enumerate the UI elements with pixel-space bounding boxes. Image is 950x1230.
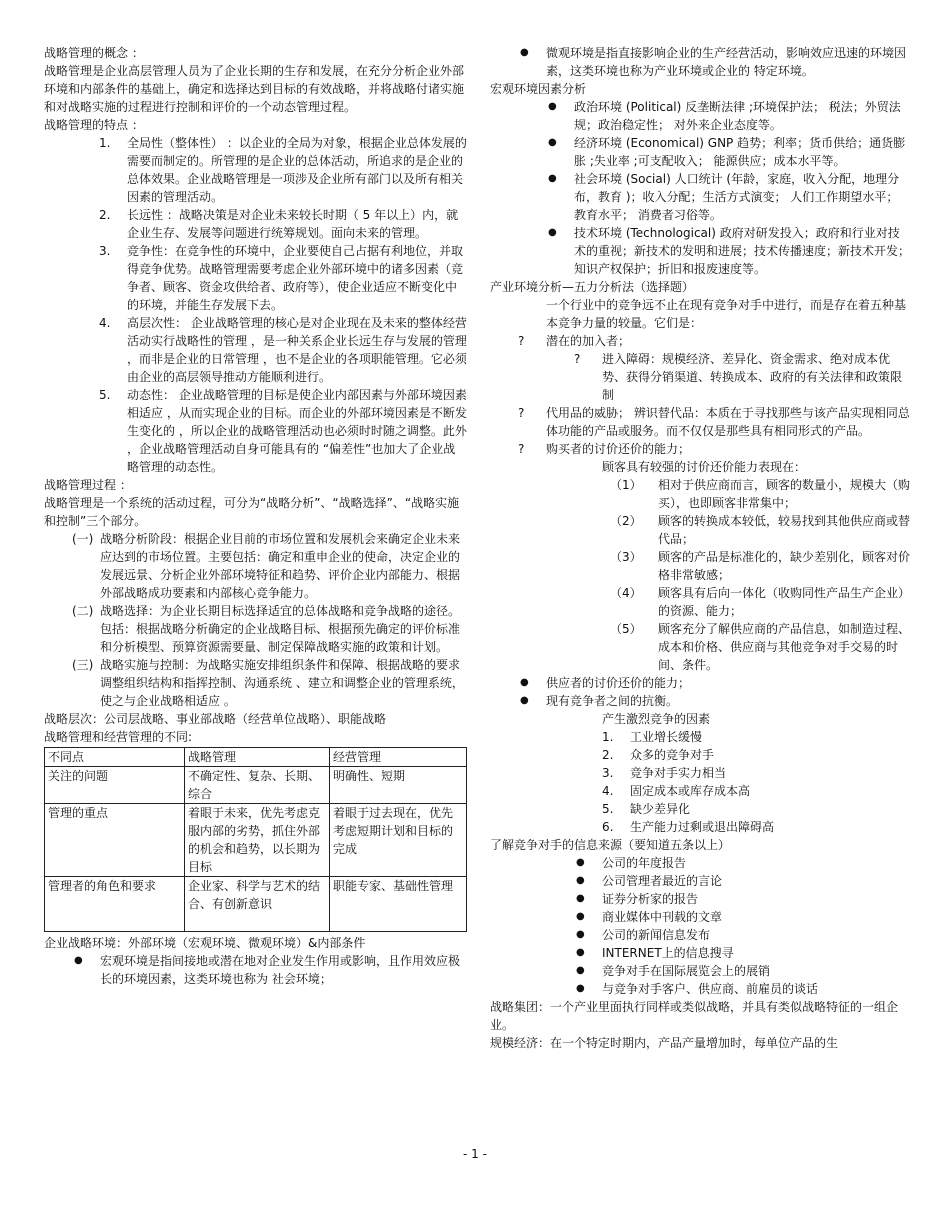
process-text: 战略管理是一个系统的活动过程，可分为“战略分析”、“战略选择”、“战略实施和控制”三个部分。 — [44, 496, 460, 528]
process-step: (三) 战略实施与控制：为战略实施安排组织条件和保障、根据战略的要求调整组织结构和指挥控制、沟通系统 、建立和调整企业的管理系统，使之与企业战略相适应 。 — [72, 658, 464, 708]
strategic-group-definition: 战略集团：一个产业里面执行同样或类似战略，并具有类似战略特征的一组企业。 — [490, 1000, 899, 1032]
table-header-row — [45, 748, 467, 767]
table-row — [45, 877, 467, 932]
feature-item: 3. 竞争性：在竞争性的环境中，企业要使自己占据有利地位，并取得竞争优势。战略管理需要考虑企业外部环境中的诸多因素（竞争者、顾客、资金攻供给者、政府等），使企业适应不断变化中的环境，并能生存发展下去。 — [99, 244, 464, 312]
bullet-icon: ● — [548, 101, 557, 112]
table-row — [45, 767, 467, 804]
table-cell: 明确性、短期 — [330, 767, 467, 804]
force-item: ● 现有竞争者之间的抗衡。 — [520, 694, 679, 708]
info-item: ● 竞争对手在国际展览会上的展销 — [576, 964, 771, 978]
macro-item: ● 政治环境 (Political) 反垄断法律 ;环境保护法； 税法；外贸法规；政治稳定性； 对外来企业态度等。 — [548, 100, 901, 132]
table-cell: 管理的重点 — [45, 804, 185, 877]
bullet-icon: ● — [548, 173, 557, 184]
left-column — [44, 44, 467, 988]
page-number: - 1 - — [463, 1147, 487, 1161]
buyer-item: （5） 顾客充分了解供应商的产品信息，如制造过程、成本和价格、供应商与其他竞争对手交易的时间、条件。 — [610, 622, 911, 672]
table-cell: 管理者的角色和要求 — [45, 877, 185, 932]
info-item: ● INTERNET上的信息搜寻 — [576, 946, 734, 960]
feature-item: 5. 动态性： 企业战略管理的目标是使企业内部因素与外部环境因素相适应 ，从而实现企业的目标。而企业的外部环境因素是不断发生变化的 ，所以企业的战略管理活动也必须时时随之调整。此外 ，企业战略管理活动自身可能具有的 “偏差性”也加大了企业战略管理的动态性。 — [99, 388, 467, 474]
features-title: 战略管理的特点 ： — [44, 118, 144, 132]
macro-item: ● 经济环境 (Economical) GNP 趋势；利率；货币供给；通货膨胀 ;失业率 ;可支配收入； 能源供应；成本水平等。 — [548, 136, 906, 168]
force-item: ? 潜在的加入者； — [518, 334, 631, 348]
bullet-icon: ● — [576, 911, 585, 922]
bullet-icon: ● — [576, 947, 585, 958]
buyer-item: （1） 相对于供应商而言，顾客的数量小，规模大（购买），也即顾客非常集中； — [610, 478, 911, 510]
micro-env-definition: ● 微观环境是指直接影响企业的生产经营活动，影响效应迅速的环境因素，这类环境也称为产业环境或企业的 特定环境。 — [520, 46, 907, 78]
buyer-item: （3） 顾客的产品是标准化的，缺少差别化，顾客对价格非常敏感； — [610, 550, 911, 582]
force-item: ? 购买者的讨价还价的能力； — [518, 442, 691, 456]
table-cell: 着眼于过去现在，优先考虑短期计划和目标的完成 — [330, 804, 467, 877]
feature-item: 2. 长远性 ：战略决策是对企业未来较长时期（ 5 年以上）内，就企业生存、发展等问题进行统筹规划。面向未来的管理。 — [99, 208, 459, 240]
bullet-icon: ● — [576, 983, 585, 994]
strategy-levels: 战略层次：公司层战略、事业部战略（经营单位战略）、职能战略 — [44, 712, 387, 726]
bullet-icon: ● — [520, 47, 529, 58]
info-item: ● 公司的新闻信息发布 — [576, 928, 711, 942]
rivalry-title: 产生激烈竞争的因素 — [602, 712, 711, 726]
five-forces-title: 产业环境分析—五力分析法（选择题） — [490, 280, 695, 294]
rivalry-item: 2. 众多的竞争对手 — [602, 748, 715, 762]
rivalry-item: 4. 固定成本或库存成本高 — [602, 784, 751, 798]
bullet-icon: ● — [576, 875, 585, 886]
table-cell: 企业家、科学与艺术的结合、有创新意识 — [185, 877, 330, 932]
force-item: ? 代用品的威胁； 辨识替代品：本质在于寻找那些与该产品实现相同总体功能的产品或服务。而不仅仅是那些具有相同形式的产品。 — [518, 406, 910, 438]
table-header-cell: 战略管理 — [185, 748, 330, 767]
force-item: ● 供应者的讨价还价的能力； — [520, 676, 691, 690]
table-cell: 着眼于未来，优先考虑克服内部的劣势，抓住外部的机会和趋势，以长期为目标 — [185, 804, 330, 877]
concept-text: 战略管理是企业高层管理人员为了企业长期的生存和发展，在充分分析企业外部环境和内部条件的基础上，确定和选择达到目标的有效战略，并将战略付诸实施和对战略实施的过程进行控制和评价的一个动态管理过程。 — [44, 64, 465, 114]
info-item: ● 证券分析家的报告 — [576, 892, 699, 906]
concept-title: 战略管理的概念 ： — [44, 46, 144, 60]
buyer-item: （2） 顾客的转换成本较低，较易找到其他供应商或替代品； — [610, 514, 911, 546]
macro-item: ● 社会环境 (Social) 人口统计 (年龄，家庭，收入分配，地理分布，教育 )；收入分配；生活方式演变； 人们工作期望水平；教育水平； 消费者习俗等。 — [548, 172, 900, 222]
bullet-icon: ● — [576, 929, 585, 940]
env-title: 企业战略环境：外部环境（宏观环境、微观环境）&内部条件 — [44, 936, 366, 950]
right-column — [490, 44, 910, 1052]
info-item: ● 与竞争对手客户、供应商、前雇员的谈话 — [576, 982, 819, 996]
rivalry-item: 6. 生产能力过剩或退出障碍高 — [602, 820, 775, 834]
process-step: (二) 战略选择：为企业长期目标选择适宜的总体战略和竞争战略的途径。包括：根据战略分析确定的企业战略目标、根据预先确定的评价标准和分析模型、预算资源需要量、制定保障战略实施的政策和计划。 — [72, 604, 461, 654]
bullet-icon: ● — [576, 893, 585, 904]
diff-title: 战略管理和经营管理的不同: — [44, 730, 193, 744]
feature-item: 1. 全局性（整体性） ：以企业的全局为对象，根据企业总体发展的需要而制定的。所管理的是企业的总体活动，所追求的是企业的总体效果。企业战略管理是一项涉及企业所有部门以及所有相关因素的管理活动。 — [99, 136, 467, 204]
macro-item: ● 技术环境 (Technological) 政府对研发投入；政府和行业对技术的重视；新技术的发明和进展；技术传播速度；新技术开发；知识产权保护；折旧和报废速度等。 — [548, 226, 911, 276]
buyers-intro: 顾客具有较强的讨价还价能力表现在： — [602, 460, 807, 474]
feature-item: 4. 高层次性： 企业战略管理的核心是对企业现在及未来的整体经营活动实行战略性的管理 ，是一种关系企业长远生存与发展的管理 ，而非是企业的日常管理 ，也不是企业的各项职能管理。它必须由企业的高层领导推动方能顺利进行。 — [99, 316, 467, 384]
comparison-table — [44, 747, 467, 932]
rivalry-item: 1. 工业增长缓慢 — [602, 730, 703, 744]
barriers-item: ? 进入障碍：规模经济、差异化、资金需求、绝对成本优势、获得分销渠道、转换成本、政府的有关法律和政策限制 — [574, 352, 903, 402]
bullet-icon: ● — [576, 965, 585, 976]
bullet-icon: ● — [74, 955, 83, 966]
info-item: ● 商业媒体中刊载的文章 — [576, 910, 723, 924]
rivalry-item: 5. 缺少差异化 — [602, 802, 691, 816]
table-cell: 职能专家、基础性管理 — [330, 877, 467, 932]
scale-economy-definition: 规模经济：在一个特定时期内，产品产量增加时，每单位产品的生 — [490, 1036, 839, 1050]
info-item: ● 公司管理者最近的言论 — [576, 874, 723, 888]
macro-env-definition: ● 宏观环境是指间接地或潜在地对企业发生作用或影响，且作用效应极长的环境因素，这类环境也称为 社会环境； — [74, 954, 461, 986]
bullet-icon: ● — [520, 677, 529, 688]
process-title: 战略管理过程 ： — [44, 478, 132, 492]
table-header-cell: 经营管理 — [330, 748, 467, 767]
five-forces-intro: 一个行业中的竞争远不止在现有竞争对手中进行，而是存在着五种基本竞争力量的较量。它们是： — [546, 298, 907, 330]
table-header-cell: 不同点 — [45, 748, 185, 767]
table-cell: 不确定性、复杂、长期、综合 — [185, 767, 330, 804]
info-item: ● 公司的年度报告 — [576, 856, 687, 870]
macro-title: 宏观环境因素分析 — [490, 82, 587, 96]
bullet-icon: ● — [548, 137, 557, 148]
table-row — [45, 804, 467, 877]
table-cell: 关注的问题 — [45, 767, 185, 804]
rivalry-item: 3. 竞争对手实力相当 — [602, 766, 727, 780]
process-step: (一) 战略分析阶段：根据企业目前的市场位置和发展机会来确定企业未来应达到的市场位置。主要包括：确定和重申企业的使命，决定企业的发展远景、分析企业外部环境特征和趋势、评价企业内部能力、根据外部战略成功要素和内部核心竞争能力。 — [72, 532, 461, 600]
buyer-item: （4） 顾客具有后向一体化（收购同性产品生产企业）的资源、能力； — [610, 586, 911, 618]
bullet-icon: ● — [576, 857, 585, 868]
info-title: 了解竞争对手的信息来源（要知道五条以上） — [490, 838, 731, 852]
bullet-icon: ● — [520, 695, 529, 706]
bullet-icon: ● — [548, 227, 557, 238]
